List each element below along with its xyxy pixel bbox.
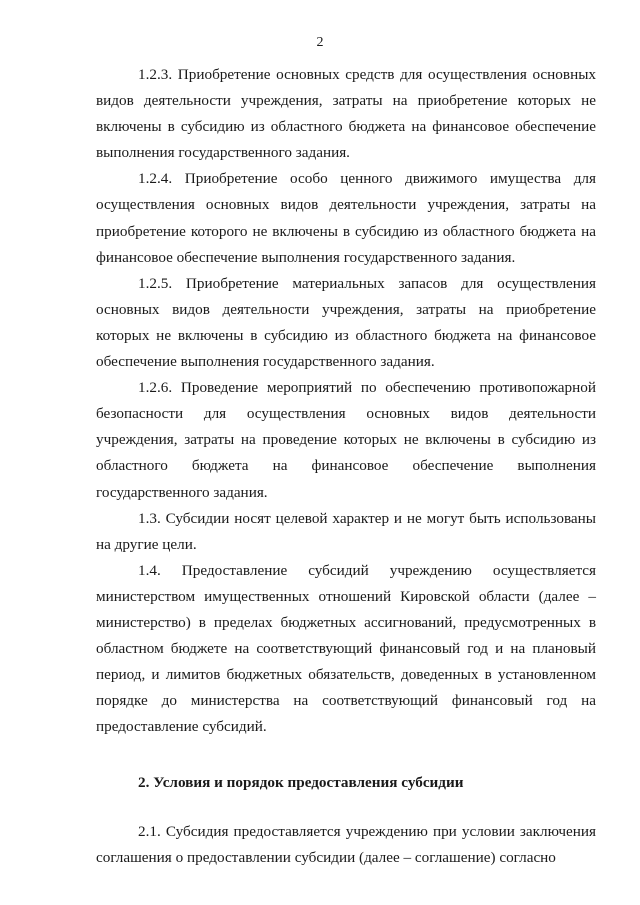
paragraph-1-3: 1.3. Субсидии носят целевой характер и не могут быть использованы на другие цели. [96,509,596,553]
paragraph-1-2-3: 1.2.3. Приобретение основных средств для осуществления основных видов деятельности учреждения, затраты на приобретение которых не включены в субсидию из областного бюджета на финансовое обеспечение выполнения государственного задания. [96,66,596,162]
paragraph-1-2-5: 1.2.5. Приобретение материальных запасов для осуществления основных видов деятельности учреждения, затраты на приобретение которых не включены в субсидию из областного бюджета на финансовое обеспечение выполнения государственного задания. [96,274,596,371]
heading-spacer [96,797,596,819]
paragraph-2-1: 2.1. Субсидия предоставляется учреждению при условии заключения соглашения о предоставлении субсидии (далее – соглашение) согласно [96,822,596,866]
document-body [96,62,596,871]
paragraph-1-4: 1.4. Предоставление субсидий учреждению осуществляется министерством имущественных отношений Кировской области (далее – министерство) в пределах бюджетных ассигнований, предусмотренных в областном бюджете на соответствующий финансовый год и на плановый период, и лимитов бюджетных обязательств, доведенных в установленном порядке до министерства на соответствующий финансовый год на предоставление субсидий. [96,561,596,736]
section-heading: 2. Условия и порядок предоставления субсидии [138,774,464,792]
paragraph-1-2-4: 1.2.4. Приобретение особо ценного движимого имущества для осуществления основных видов деятельности учреждения, затраты на приобретение которого не включены в субсидию из областного бюджета на финансовое обеспечение выполнения государственного задания. [96,170,596,266]
section-spacer [96,740,596,770]
paragraph-1-2-6: 1.2.6. Проведение мероприятий по обеспечению противопожарной безопасности для осуществления основных видов деятельности учреждения, затраты на проведение которых не включены в субсидию из областного бюджета на финансовое обеспечение выполнения государственного задания. [96,379,596,501]
page-number: 2 [316,35,324,50]
